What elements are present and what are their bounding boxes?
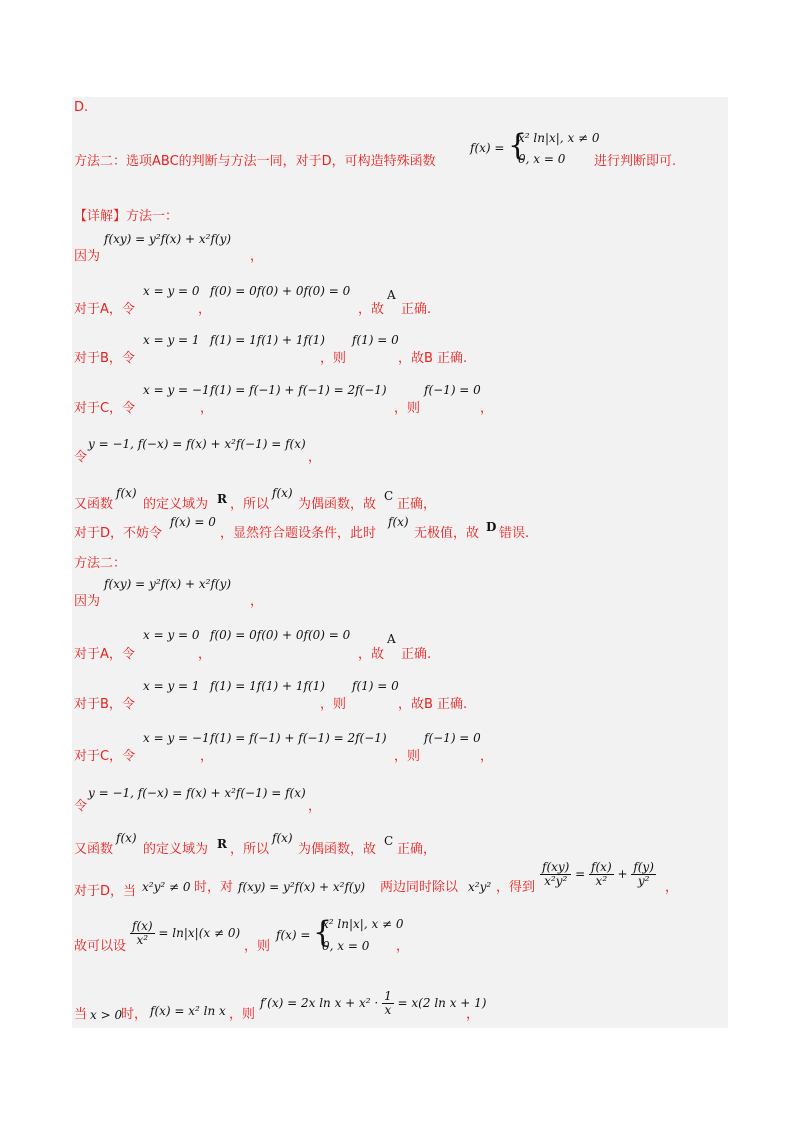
m2-ling-comma: ， (308, 799, 322, 814)
m2-d-cond: x²y² ≠ 0 (142, 880, 191, 894)
m1-c-prefix: 对于C，令 (74, 401, 136, 416)
m1-d-D: D (486, 520, 497, 534)
m2-domain-C: C (384, 834, 394, 848)
m2-header: 方法二： (74, 556, 127, 571)
m2-a-eq1: x = y = 0 (143, 628, 200, 642)
m2-since-eq: f(xy) = y²f(x) + x²f(y) (104, 577, 232, 591)
m2-last-ze: ，则 (229, 1007, 256, 1022)
m2-d-eq: f(xy) = y²f(x) + x²f(y) (238, 880, 366, 894)
m1-a-gu: ，故 (358, 302, 385, 317)
m2-b-prefix: 对于B，令 (74, 697, 135, 712)
m1-b-eq2: f(1) = 1f(1) + 1f(1) (210, 333, 325, 347)
m2-c-eq2: f(1) = f(−1) + f(−1) = 2f(−1) (210, 731, 387, 745)
m2-domain-fx: f(x) (116, 831, 137, 845)
m1-domain-fx: f(x) (116, 486, 137, 500)
m2-last-end: ， (466, 1007, 480, 1022)
m2-a-eq2: f(0) = 0f(0) + 0f(0) = 0 (210, 628, 351, 642)
m2-b-eq2: f(1) = 1f(1) + 1f(1) (210, 679, 325, 693)
m2-b-eq1: x = y = 1 (143, 679, 200, 693)
m1-a-suffix: 正确. (401, 302, 432, 317)
method2-intro-prefix: 方法二：选项ABC的判断与方法一同，对于D，可构造特殊函数 (74, 154, 436, 169)
method2-intro-suffix: 进行判断即可. (594, 154, 677, 169)
m1-since-eq: f(xy) = y²f(x) + x²f(y) (104, 232, 232, 246)
m1-a-eq2: f(0) = 0f(0) + 0f(0) = 0 (210, 284, 351, 298)
frac-b: $\frac{f(y)}{\text{y²}}$ (633, 860, 654, 889)
m1-a-letter: A (387, 288, 396, 302)
m2-set-ze: ，则 (244, 939, 271, 954)
m2-ling: 令 (74, 799, 88, 814)
m1-c-eq3: f(−1) = 0 (424, 383, 481, 397)
m2-set-fx: f(x) = (276, 928, 311, 942)
m2-since-comma: ， (250, 594, 264, 609)
m2-set-case2: 0, x = 0 (322, 939, 370, 953)
m2-c-eq1: x = y = −1 (143, 731, 210, 745)
m2-b-eq3: f(1) = 0 (352, 679, 399, 693)
m2-frac-comma: ， (665, 880, 679, 895)
m1-since: 因为 (74, 249, 101, 264)
m1-c-ze: ，则 (394, 401, 421, 416)
m1-c-eq2: f(1) = f(−1) + f(−1) = 2f(−1) (210, 383, 387, 397)
m1-a-eq1: x = y = 0 (143, 284, 200, 298)
m2-d-3: 两边同时除以 (380, 880, 459, 895)
m2-domain-5: 正确， (397, 842, 437, 857)
d-label: D. (74, 100, 89, 115)
m1-d-4: 错误. (499, 526, 530, 541)
m1-b-eq1: x = y = 1 (143, 333, 200, 347)
m1-domain-3: ，所以 (230, 497, 270, 512)
m1-domain-R: R (217, 492, 227, 506)
m1-since-comma: ， (250, 249, 264, 264)
m2-set-comma: ， (396, 939, 410, 954)
frac-set: $\frac{f(x)}{\text{x²}}$ (132, 919, 153, 948)
m2-domain-fx2: f(x) (272, 831, 293, 845)
m1-d-fx: f(x) (388, 515, 409, 529)
m2-last-cond: x > 0 (90, 1008, 123, 1022)
m2-a-suffix: 正确. (401, 647, 432, 662)
m2-c-comma: ， (200, 749, 214, 764)
method2-intro-fx: f(x) = (470, 141, 505, 155)
m2-d-1: 对于D，当 (74, 884, 137, 899)
method2-intro-case1: x² ln|x|, x ≠ 0 (518, 131, 600, 145)
method2-intro-case2: 0, x = 0 (518, 152, 566, 166)
m1-d-eq: f(x) = 0 (170, 515, 216, 529)
m1-d-1: 对于D，不妨令 (74, 526, 163, 541)
m1-ling-eq: y = −1, f(−x) = f(x) + x²f(−1) = f(x) (88, 437, 306, 451)
brace-symbol: { (508, 128, 528, 163)
m2-domain-4: 为偶函数，故 (298, 842, 377, 857)
m2-last-2: 时， (121, 1007, 148, 1022)
m2-domain-3: ，所以 (230, 842, 270, 857)
m1-c-comma: ， (200, 401, 214, 416)
m1-ling-comma: ， (308, 450, 322, 465)
m2-set-1: 故可以设 (74, 939, 127, 954)
m2-set-eq: $\frac{f(x)}{\text{x²}}$ = ln|x|(x ≠ 0) (132, 919, 241, 948)
m1-domain-5: 正确， (397, 497, 437, 512)
m2-frac-eq: $\frac{f(xy)}{\text{x²y²}}$ = $\frac{f(x)}{\text{x²}}$ + $\frac{f(y)}{\text{y²}}$ (542, 860, 654, 889)
m2-a-letter: A (387, 632, 396, 646)
m1-d-3: 无极值，故 (414, 526, 480, 541)
m2-b-ze: ，则 (320, 697, 347, 712)
brace-symbol-2: { (313, 915, 333, 950)
m2-c-prefix: 对于C，令 (74, 749, 136, 764)
m1-domain-4: 为偶函数，故 (298, 497, 377, 512)
m2-c-comma2: ， (480, 749, 494, 764)
m2-last-deriv-eq: f′(x) = 2x ln x + x² · $\frac{1}{x}$ = x(2 ln x + 1) (260, 989, 487, 1018)
m1-b-ze: ，则 (320, 351, 347, 366)
m1-c-eq1: x = y = −1 (143, 383, 210, 397)
m2-c-eq3: f(−1) = 0 (424, 731, 481, 745)
m2-domain-1: 又函数 (74, 842, 114, 857)
m2-last-1: 当 (74, 1007, 88, 1022)
m2-a-prefix: 对于A，令 (74, 647, 135, 662)
m2-d-div: x²y² (468, 880, 492, 894)
m1-domain-fx2: f(x) (272, 486, 293, 500)
detail-header: 【详解】方法一： (74, 209, 179, 224)
frac-a: $\frac{f(x)}{\text{x²}}$ (591, 860, 612, 889)
m2-since: 因为 (74, 594, 101, 609)
m1-domain-1: 又函数 (74, 497, 114, 512)
m2-b-suffix: ，故B 正确. (398, 697, 468, 712)
m2-d-2: 时，对 (194, 880, 234, 895)
m1-d-2: ，显然符合题设条件，此时 (220, 526, 377, 541)
m2-domain-R: R (217, 837, 227, 851)
m1-ling: 令 (74, 450, 88, 465)
frac-lhs: $\frac{f(xy)}{\text{x²y²}}$ (542, 860, 570, 889)
m2-last-eq: f(x) = x² ln x (150, 1004, 226, 1018)
m2-c-ze: ，则 (394, 749, 421, 764)
m2-set-case1: x² ln|x|, x ≠ 0 (322, 917, 404, 931)
m1-c-comma2: ， (480, 401, 494, 416)
m1-b-suffix: ，故B 正确. (398, 351, 468, 366)
m1-a-comma: ， (198, 302, 212, 317)
m1-b-eq3: f(1) = 0 (352, 333, 399, 347)
m1-domain-2: 的定义域为 (143, 497, 209, 512)
m2-a-gu: ，故 (358, 647, 385, 662)
frac-deriv: $\frac{1}{x}$ (384, 989, 392, 1018)
m2-domain-2: 的定义域为 (143, 842, 209, 857)
m1-b-prefix: 对于B，令 (74, 351, 135, 366)
m1-domain-C: C (384, 489, 394, 503)
m2-d-4: ，得到 (496, 880, 536, 895)
m2-ling-eq: y = −1, f(−x) = f(x) + x²f(−1) = f(x) (88, 786, 306, 800)
m1-a-prefix: 对于A，令 (74, 302, 135, 317)
m2-a-comma: ， (198, 647, 212, 662)
